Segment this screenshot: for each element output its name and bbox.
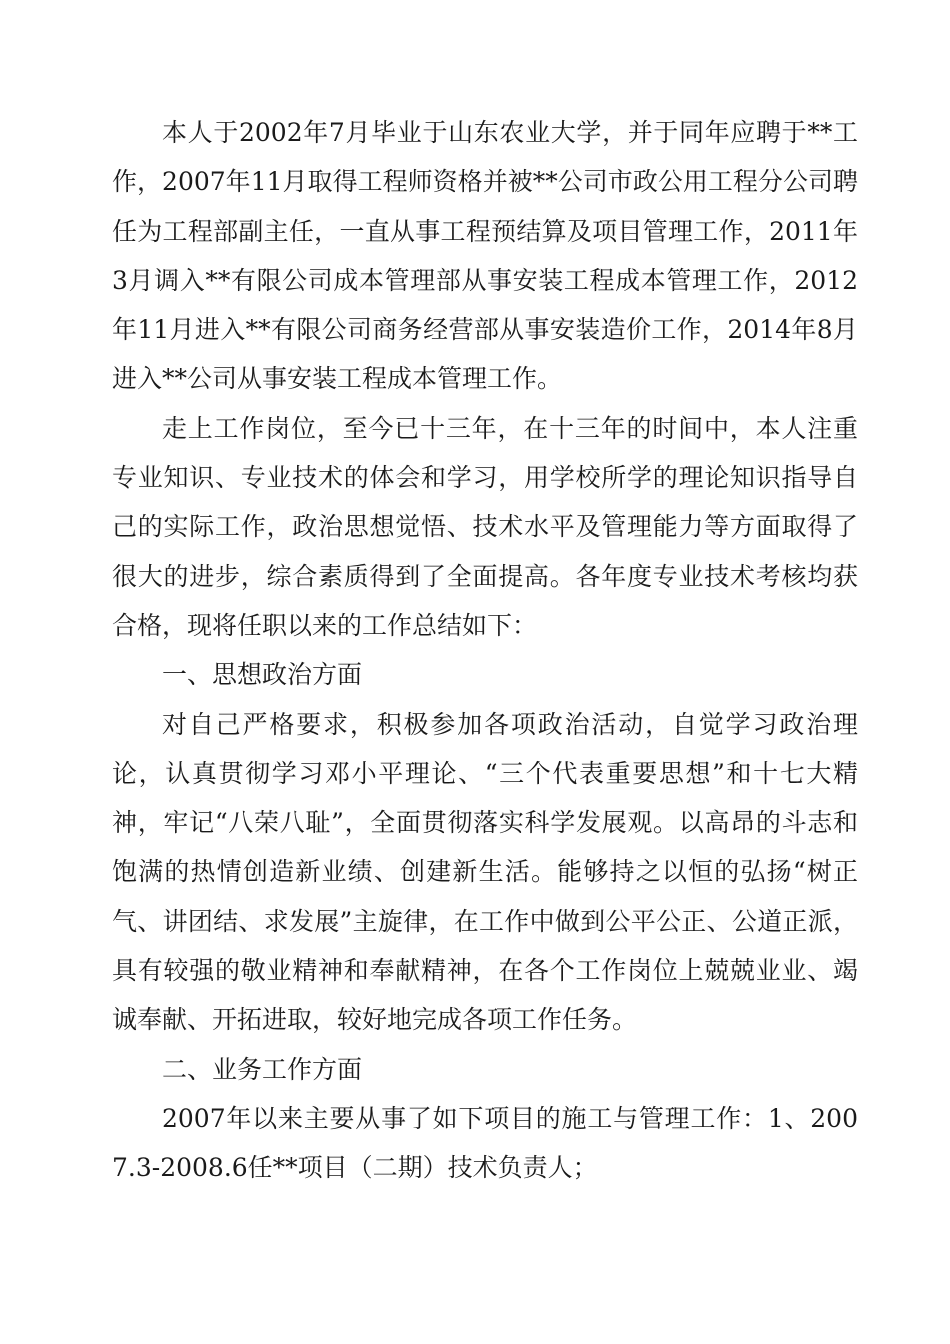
paragraph-business: 2007年以来主要从事了如下项目的施工与管理工作：1、2007.3-2008.6任**项目（二期）技术负责人； — [112, 1103, 858, 1183]
section-heading-business: 二、业务工作方面 — [162, 1054, 363, 1084]
paragraph-career-history: 本人于2002年7月毕业于山东农业大学，并于同年应聘于**工作，2007年11月取得工程师资格并被**公司市政公用工程分公司聘任为工程部副主任，一直从事工程预结算及项目管理工作，2011年3月调入**有限公司成本管理部从事安装工程成本管理工作，2012年11月进入**有限公司商务经营部从事安装造价工作，2014年8月进入**公司从事安装工程成本管理工作。 — [112, 118, 858, 394]
paragraph-political: 对自己严格要求，积极参加各项政治活动，自觉学习政治理论，认真贯彻学习邓小平理论、“三个代表重要思想”和十七大精神，牢记“八荣八耻”，全面贯彻落实科学发展观。以高昂的斗志和饱满的热情创造新业绩、创建新生活。能够持之以恒的弘扬“树正气、讲团结、求发展”主旋律，在工作中做到公平公正、公道正派，具有较强的敬业精神和奉献精神，在各个工作岗位上兢兢业业、竭诚奉献、开拓进取，较好地完成各项工作任务。 — [112, 709, 858, 1035]
paragraph-work-summary-intro: 走上工作岗位，至今已十三年，在十三年的时间中，本人注重专业知识、专业技术的体会和学习，用学校所学的理论知识指导自己的实际工作，政治思想觉悟、技术水平及管理能力等方面取得了很大的进步，综合素质得到了全面提高。各年度专业技术考核均获合格，现将任职以来的工作总结如下： — [112, 413, 858, 640]
document-body — [112, 108, 858, 1193]
section-heading-political: 一、思想政治方面 — [162, 660, 363, 690]
